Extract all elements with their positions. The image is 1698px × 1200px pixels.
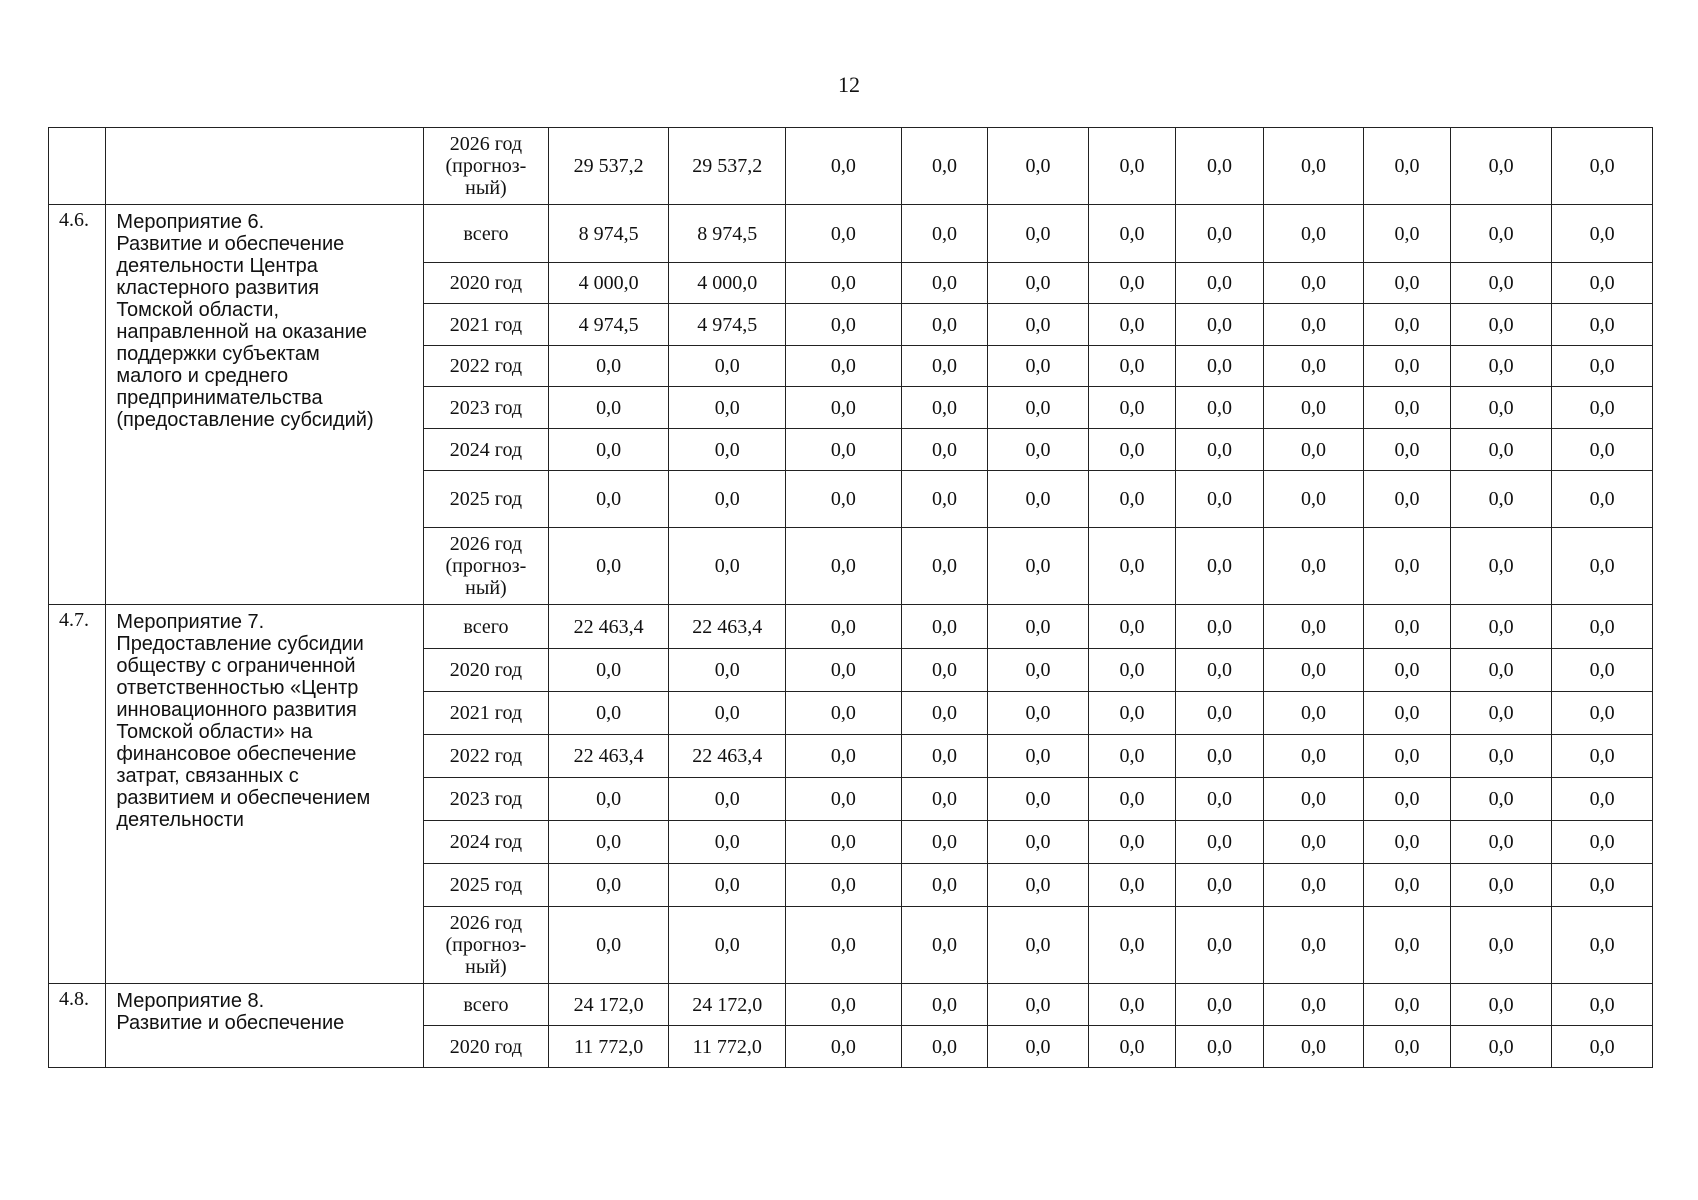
value-cell: 0,0 — [1450, 346, 1552, 387]
value-cell: 0,0 — [669, 821, 786, 864]
period-label-line: всего — [463, 615, 509, 638]
value-cell: 0,0 — [1364, 821, 1450, 864]
value-cell: 29 537,2 — [548, 128, 669, 205]
period-label-line: 2020 год — [449, 1035, 523, 1058]
value-cell: 0,0 — [1263, 692, 1364, 735]
item-name-line: Томской области» на — [116, 721, 313, 743]
value-cell: 0,0 — [988, 984, 1089, 1026]
period-label — [424, 735, 549, 778]
value-cell: 0,0 — [1176, 864, 1263, 907]
value-cell: 0,0 — [1088, 735, 1175, 778]
period-label-line: 2024 год — [449, 831, 523, 853]
value-cell: 0,0 — [1088, 864, 1175, 907]
item-name-line: Мероприятие 8. — [116, 990, 265, 1012]
value-cell: 0,0 — [1552, 128, 1653, 205]
value-cell: 0,0 — [1263, 205, 1364, 263]
table-row — [49, 128, 1653, 205]
value-cell: 0,0 — [1176, 471, 1263, 528]
value-cell: 0,0 — [786, 821, 902, 864]
value-cell: 0,0 — [669, 907, 786, 984]
value-cell: 0,0 — [1176, 1026, 1263, 1068]
period-label — [424, 864, 549, 907]
period-label-line: (прогноз- — [445, 155, 527, 177]
period-label-line: 2025 год — [449, 488, 523, 510]
value-cell: 0,0 — [786, 864, 902, 907]
item-name-line: направленной на оказание — [116, 321, 368, 343]
item-name-line: Развитие и обеспечение — [116, 233, 345, 255]
value-cell: 0,0 — [988, 1026, 1089, 1068]
value-cell: 0,0 — [901, 205, 987, 263]
value-cell: 0,0 — [988, 304, 1089, 346]
value-cell: 0,0 — [1450, 263, 1552, 304]
value-cell: 0,0 — [1552, 649, 1653, 692]
value-cell: 0,0 — [901, 346, 987, 387]
value-cell: 11 772,0 — [548, 1026, 669, 1068]
value-cell: 0,0 — [669, 429, 786, 471]
value-cell: 0,0 — [1364, 128, 1450, 205]
value-cell: 0,0 — [548, 346, 669, 387]
value-cell: 0,0 — [786, 605, 902, 649]
item-name-line: (предоставление субсидий) — [116, 409, 374, 431]
value-cell: 0,0 — [1263, 984, 1364, 1026]
value-cell: 0,0 — [1364, 907, 1450, 984]
value-cell: 0,0 — [1263, 821, 1364, 864]
value-cell: 22 463,4 — [669, 605, 786, 649]
value-cell: 0,0 — [988, 429, 1089, 471]
value-cell: 0,0 — [1263, 528, 1364, 605]
item-name — [106, 128, 424, 205]
table-row — [49, 205, 1653, 263]
value-cell: 0,0 — [1088, 692, 1175, 735]
period-label-line: 2023 год — [449, 396, 523, 419]
value-cell: 0,0 — [786, 128, 902, 205]
value-cell: 0,0 — [1450, 605, 1552, 649]
value-cell: 0,0 — [669, 387, 786, 429]
value-cell: 0,0 — [988, 346, 1089, 387]
budget-table — [48, 127, 1653, 1068]
value-cell: 22 463,4 — [548, 735, 669, 778]
value-cell: 0,0 — [1176, 205, 1263, 263]
table-body — [49, 128, 1653, 1068]
value-cell: 0,0 — [669, 649, 786, 692]
value-cell: 0,0 — [1088, 605, 1175, 649]
value-cell: 0,0 — [1263, 387, 1364, 429]
value-cell: 0,0 — [786, 346, 902, 387]
item-name — [106, 605, 424, 984]
item-name-line: Развитие и обеспечение — [116, 1012, 345, 1034]
value-cell: 0,0 — [1263, 778, 1364, 821]
value-cell: 0,0 — [1088, 304, 1175, 346]
value-cell: 0,0 — [1364, 263, 1450, 304]
value-cell: 0,0 — [548, 692, 669, 735]
value-cell: 0,0 — [786, 471, 902, 528]
value-cell: 0,0 — [988, 387, 1089, 429]
value-cell: 0,0 — [1552, 304, 1653, 346]
value-cell: 0,0 — [1552, 1026, 1653, 1068]
period-label-line: 2026 год — [449, 912, 523, 934]
value-cell: 0,0 — [1552, 387, 1653, 429]
period-label-line: 2020 год — [449, 272, 523, 294]
period-label — [424, 205, 549, 263]
value-cell: 0,0 — [901, 692, 987, 735]
period-label-line: 2020 год — [449, 659, 523, 681]
value-cell: 0,0 — [1552, 907, 1653, 984]
value-cell: 0,0 — [1450, 205, 1552, 263]
value-cell: 0,0 — [1450, 907, 1552, 984]
value-cell: 0,0 — [1088, 649, 1175, 692]
value-cell: 0,0 — [1176, 735, 1263, 778]
value-cell: 0,0 — [1088, 984, 1175, 1026]
value-cell: 0,0 — [1450, 864, 1552, 907]
value-cell: 0,0 — [901, 649, 987, 692]
value-cell: 0,0 — [1263, 649, 1364, 692]
period-label — [424, 649, 549, 692]
item-number: 4.7. — [49, 605, 106, 984]
value-cell: 0,0 — [1364, 864, 1450, 907]
value-cell: 0,0 — [1176, 907, 1263, 984]
value-cell: 0,0 — [1263, 735, 1364, 778]
period-label — [424, 984, 549, 1026]
period-label — [424, 304, 549, 346]
value-cell: 0,0 — [1263, 263, 1364, 304]
value-cell: 0,0 — [1552, 471, 1653, 528]
period-label-line: 2021 год — [449, 702, 523, 724]
value-cell: 0,0 — [669, 692, 786, 735]
value-cell: 0,0 — [1176, 649, 1263, 692]
value-cell: 0,0 — [1364, 692, 1450, 735]
value-cell: 0,0 — [786, 304, 902, 346]
period-label-line: 2025 год — [449, 874, 523, 896]
value-cell: 0,0 — [1176, 528, 1263, 605]
value-cell: 0,0 — [1263, 128, 1364, 205]
value-cell: 0,0 — [988, 528, 1089, 605]
value-cell: 0,0 — [1552, 864, 1653, 907]
period-label-line: 2026 год — [449, 533, 523, 555]
value-cell: 22 463,4 — [669, 735, 786, 778]
period-label-line: ный) — [465, 177, 507, 199]
value-cell: 0,0 — [1450, 528, 1552, 605]
value-cell: 0,0 — [1450, 128, 1552, 205]
value-cell: 0,0 — [1263, 304, 1364, 346]
value-cell: 0,0 — [901, 471, 987, 528]
value-cell: 0,0 — [1450, 692, 1552, 735]
value-cell: 0,0 — [988, 263, 1089, 304]
period-label — [424, 128, 549, 205]
item-name-line: развитием и обеспечением — [116, 787, 371, 809]
value-cell: 0,0 — [988, 692, 1089, 735]
period-label-line: ный) — [465, 577, 507, 599]
value-cell: 0,0 — [1088, 778, 1175, 821]
item-name-line: Мероприятие 7. — [116, 611, 265, 633]
period-label — [424, 429, 549, 471]
value-cell: 0,0 — [548, 387, 669, 429]
value-cell: 0,0 — [786, 692, 902, 735]
value-cell: 0,0 — [1088, 205, 1175, 263]
value-cell: 0,0 — [1552, 429, 1653, 471]
value-cell: 0,0 — [548, 907, 669, 984]
value-cell: 0,0 — [1176, 263, 1263, 304]
period-label — [424, 778, 549, 821]
value-cell: 0,0 — [1364, 984, 1450, 1026]
value-cell: 0,0 — [1176, 605, 1263, 649]
period-label-line: (прогноз- — [445, 555, 527, 577]
table-row — [49, 605, 1653, 649]
value-cell: 0,0 — [1364, 304, 1450, 346]
value-cell: 0,0 — [1263, 605, 1364, 649]
value-cell: 0,0 — [1176, 346, 1263, 387]
value-cell: 8 974,5 — [669, 205, 786, 263]
value-cell: 0,0 — [548, 528, 669, 605]
value-cell: 0,0 — [1176, 778, 1263, 821]
value-cell: 0,0 — [1263, 471, 1364, 528]
period-label-line: (прогноз- — [445, 934, 527, 956]
value-cell: 4 974,5 — [548, 304, 669, 346]
period-label — [424, 821, 549, 864]
item-name-line: поддержки субъектам — [116, 343, 320, 365]
item-name-line: предпринимательства — [116, 387, 323, 409]
period-label — [424, 1026, 549, 1068]
value-cell: 0,0 — [1364, 387, 1450, 429]
value-cell: 0,0 — [1176, 692, 1263, 735]
value-cell: 0,0 — [901, 128, 987, 205]
value-cell: 0,0 — [1088, 346, 1175, 387]
value-cell: 0,0 — [786, 984, 902, 1026]
value-cell: 0,0 — [901, 735, 987, 778]
value-cell: 0,0 — [786, 735, 902, 778]
value-cell: 0,0 — [1176, 304, 1263, 346]
value-cell: 0,0 — [1088, 263, 1175, 304]
period-label-line: 2026 год — [449, 133, 523, 155]
value-cell: 0,0 — [1364, 429, 1450, 471]
value-cell: 0,0 — [1364, 778, 1450, 821]
value-cell: 0,0 — [786, 263, 902, 304]
value-cell: 0,0 — [988, 205, 1089, 263]
item-name-line: ответственностью «Центр — [116, 677, 359, 699]
value-cell: 24 172,0 — [669, 984, 786, 1026]
period-label — [424, 907, 549, 984]
value-cell: 0,0 — [1263, 346, 1364, 387]
value-cell: 8 974,5 — [548, 205, 669, 263]
value-cell: 0,0 — [1552, 778, 1653, 821]
value-cell: 0,0 — [669, 471, 786, 528]
period-label — [424, 387, 549, 429]
value-cell: 0,0 — [1552, 205, 1653, 263]
value-cell: 0,0 — [1552, 605, 1653, 649]
value-cell: 0,0 — [1088, 528, 1175, 605]
item-name-line: Томской области, — [116, 299, 280, 321]
value-cell: 0,0 — [901, 263, 987, 304]
item-name — [106, 205, 424, 605]
value-cell: 0,0 — [1176, 387, 1263, 429]
value-cell: 0,0 — [1176, 429, 1263, 471]
page-number: 12 — [838, 72, 860, 97]
item-number: 4.6. — [49, 205, 106, 605]
value-cell: 0,0 — [1364, 346, 1450, 387]
value-cell: 0,0 — [1364, 471, 1450, 528]
value-cell: 0,0 — [901, 864, 987, 907]
value-cell: 0,0 — [901, 528, 987, 605]
period-label — [424, 263, 549, 304]
value-cell: 0,0 — [548, 821, 669, 864]
period-label-line: 2024 год — [449, 438, 523, 461]
period-label-line: ный) — [465, 956, 507, 978]
value-cell: 0,0 — [1364, 735, 1450, 778]
value-cell: 0,0 — [1263, 864, 1364, 907]
value-cell: 0,0 — [1364, 649, 1450, 692]
value-cell: 0,0 — [1176, 128, 1263, 205]
period-label-line: всего — [463, 993, 509, 1016]
item-name-line: затрат, связанных с — [116, 765, 299, 787]
period-label-line: 2022 год — [449, 355, 523, 377]
value-cell: 0,0 — [1552, 735, 1653, 778]
value-cell: 0,0 — [901, 605, 987, 649]
value-cell: 0,0 — [988, 821, 1089, 864]
value-cell: 0,0 — [1450, 649, 1552, 692]
value-cell: 11 772,0 — [669, 1026, 786, 1068]
period-label-line: 2023 год — [449, 788, 523, 810]
value-cell: 0,0 — [786, 649, 902, 692]
value-cell: 0,0 — [786, 387, 902, 429]
value-cell: 0,0 — [1088, 128, 1175, 205]
value-cell: 0,0 — [988, 128, 1089, 205]
value-cell: 0,0 — [1450, 471, 1552, 528]
value-cell: 0,0 — [669, 528, 786, 605]
value-cell: 0,0 — [1176, 821, 1263, 864]
period-label-line: 2022 год — [449, 745, 523, 767]
value-cell: 0,0 — [1450, 735, 1552, 778]
item-number: 4.8. — [49, 984, 106, 1068]
value-cell: 0,0 — [548, 864, 669, 907]
item-name-line: Мероприятие 6. — [116, 211, 265, 233]
value-cell: 4 000,0 — [548, 263, 669, 304]
period-label-line: всего — [463, 222, 509, 245]
value-cell: 0,0 — [1450, 1026, 1552, 1068]
value-cell: 0,0 — [548, 778, 669, 821]
value-cell: 0,0 — [548, 471, 669, 528]
item-name-line: обществу с ограниченной — [116, 655, 356, 677]
value-cell: 0,0 — [1263, 1026, 1364, 1068]
item-name-line: инновационного развития — [116, 699, 357, 721]
value-cell: 0,0 — [901, 907, 987, 984]
value-cell: 0,0 — [548, 429, 669, 471]
table-row — [49, 984, 1653, 1026]
value-cell: 0,0 — [669, 778, 786, 821]
value-cell: 0,0 — [901, 778, 987, 821]
value-cell: 0,0 — [1176, 984, 1263, 1026]
value-cell: 0,0 — [1450, 429, 1552, 471]
value-cell: 0,0 — [901, 429, 987, 471]
value-cell: 0,0 — [1450, 304, 1552, 346]
period-label — [424, 692, 549, 735]
value-cell: 0,0 — [1263, 429, 1364, 471]
value-cell: 0,0 — [1450, 778, 1552, 821]
value-cell: 0,0 — [901, 821, 987, 864]
value-cell: 0,0 — [786, 528, 902, 605]
value-cell: 0,0 — [1263, 907, 1364, 984]
value-cell: 0,0 — [988, 649, 1089, 692]
value-cell: 0,0 — [901, 387, 987, 429]
period-label — [424, 528, 549, 605]
value-cell: 0,0 — [1088, 429, 1175, 471]
value-cell: 0,0 — [786, 778, 902, 821]
value-cell: 0,0 — [1088, 471, 1175, 528]
value-cell: 24 172,0 — [548, 984, 669, 1026]
value-cell: 0,0 — [1552, 346, 1653, 387]
value-cell: 0,0 — [901, 1026, 987, 1068]
value-cell: 0,0 — [1450, 387, 1552, 429]
value-cell: 0,0 — [1552, 984, 1653, 1026]
value-cell: 0,0 — [1364, 1026, 1450, 1068]
value-cell: 0,0 — [1088, 907, 1175, 984]
item-name-line: малого и среднего — [116, 365, 289, 387]
period-label-line: 2021 год — [449, 313, 523, 336]
value-cell: 0,0 — [669, 864, 786, 907]
value-cell: 29 537,2 — [669, 128, 786, 205]
value-cell: 0,0 — [669, 346, 786, 387]
value-cell: 22 463,4 — [548, 605, 669, 649]
period-label — [424, 605, 549, 649]
value-cell: 0,0 — [901, 304, 987, 346]
value-cell: 0,0 — [988, 907, 1089, 984]
value-cell: 0,0 — [548, 649, 669, 692]
value-cell: 0,0 — [786, 205, 902, 263]
item-name-line: деятельности Центра — [116, 255, 318, 277]
value-cell: 0,0 — [988, 605, 1089, 649]
value-cell: 0,0 — [1088, 821, 1175, 864]
value-cell: 0,0 — [1364, 205, 1450, 263]
value-cell: 4 000,0 — [669, 263, 786, 304]
value-cell: 0,0 — [901, 984, 987, 1026]
value-cell: 0,0 — [786, 907, 902, 984]
value-cell: 0,0 — [1552, 263, 1653, 304]
value-cell: 0,0 — [1088, 1026, 1175, 1068]
item-number — [49, 128, 106, 205]
value-cell: 0,0 — [786, 429, 902, 471]
value-cell: 0,0 — [1552, 528, 1653, 605]
value-cell: 0,0 — [1450, 984, 1552, 1026]
value-cell: 0,0 — [988, 471, 1089, 528]
value-cell: 0,0 — [1364, 528, 1450, 605]
value-cell: 0,0 — [988, 778, 1089, 821]
value-cell: 0,0 — [988, 864, 1089, 907]
value-cell: 0,0 — [1450, 821, 1552, 864]
item-name-line: Предоставление субсидии — [116, 633, 364, 655]
item-name — [106, 984, 424, 1068]
period-label — [424, 346, 549, 387]
item-name-line: финансовое обеспечение — [116, 743, 357, 765]
value-cell: 0,0 — [1364, 605, 1450, 649]
value-cell: 0,0 — [1552, 821, 1653, 864]
value-cell: 0,0 — [1088, 387, 1175, 429]
value-cell: 0,0 — [786, 1026, 902, 1068]
value-cell: 0,0 — [1552, 692, 1653, 735]
item-name-line: кластерного развития — [116, 277, 320, 299]
value-cell: 0,0 — [988, 735, 1089, 778]
item-name-line: деятельности — [116, 809, 244, 831]
value-cell: 4 974,5 — [669, 304, 786, 346]
period-label — [424, 471, 549, 528]
